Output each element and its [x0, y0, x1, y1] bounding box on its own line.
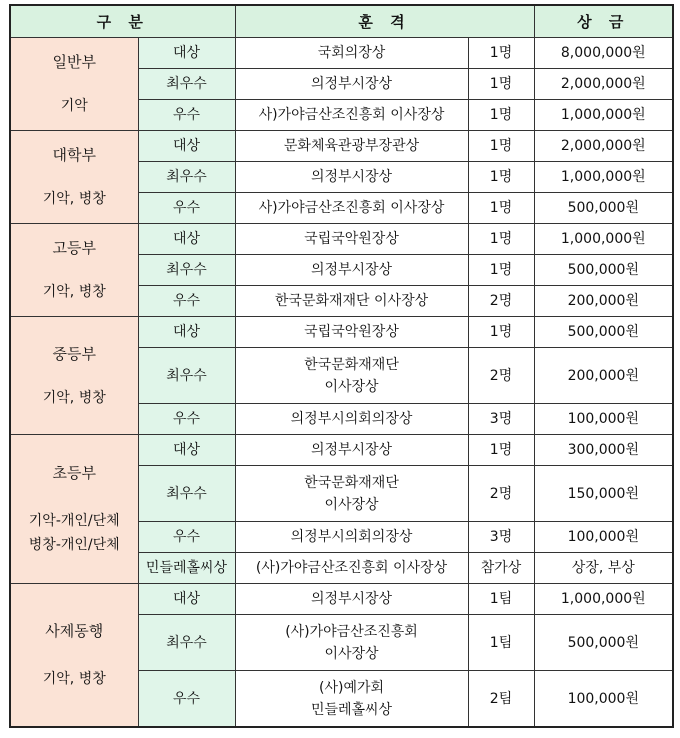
prize-cell: 100,000원: [534, 404, 673, 435]
group-name: 대학부: [52, 146, 96, 164]
group-cell-general: [10, 38, 138, 131]
group-cell-highschool: [10, 224, 138, 317]
honor-line: 이사장상: [324, 496, 379, 513]
count-cell: 1명: [468, 131, 534, 162]
honor-cell: 국회의장상: [235, 38, 468, 69]
table-row: [10, 584, 673, 615]
count-cell: 1명: [468, 224, 534, 255]
honor-cell: 문화체육관광부장관상: [235, 131, 468, 162]
award-level: 우수: [138, 193, 235, 224]
count-cell: 1팀: [468, 584, 534, 615]
count-cell: 2명: [468, 348, 534, 404]
count-cell: 1명: [468, 69, 534, 100]
award-table: [9, 4, 674, 728]
prize-cell: 200,000원: [534, 286, 673, 317]
count-cell: 1명: [468, 435, 534, 466]
count-cell: 1팀: [468, 615, 534, 671]
honor-cell: (사)가야금산조진흥회 이사장상: [235, 553, 468, 584]
group-sub: 기악: [60, 98, 88, 114]
award-table-container: [9, 4, 672, 728]
award-table-body: [10, 38, 673, 728]
honor-line: 이사장상: [324, 645, 379, 662]
group-name: 고등부: [52, 239, 96, 257]
honor-cell: 의정부시의회의장상: [235, 404, 468, 435]
honor-cell: 사)가야금산조진흥회 이사장상: [235, 100, 468, 131]
honor-line: 이사장상: [324, 378, 379, 395]
group-cell-elementary: [10, 435, 138, 584]
prize-cell: 500,000원: [534, 255, 673, 286]
prize-cell: 2,000,000원: [534, 69, 673, 100]
award-level: 대상: [138, 317, 235, 348]
honor-cell: [235, 348, 468, 404]
prize-cell: 100,000원: [534, 522, 673, 553]
honor-cell: 사)가야금산조진흥회 이사장상: [235, 193, 468, 224]
group-cell-university: [10, 131, 138, 224]
honor-cell: 의정부시의회의장상: [235, 522, 468, 553]
honor-line: (사)가야금산조진흥회: [285, 623, 418, 640]
prize-cell: 150,000원: [534, 466, 673, 522]
count-cell: 1명: [468, 100, 534, 131]
header-category: 구 분: [10, 5, 235, 38]
award-level: 우수: [138, 522, 235, 553]
award-level: 최우수: [138, 162, 235, 193]
group-name: 일반부: [52, 53, 96, 71]
group-name: 중등부: [52, 344, 96, 363]
prize-cell: 8,000,000원: [534, 38, 673, 69]
award-level: 대상: [138, 131, 235, 162]
award-level: 대상: [138, 38, 235, 69]
count-cell: 2팀: [468, 671, 534, 728]
award-level: 우수: [138, 286, 235, 317]
prize-cell: 상장, 부상: [534, 553, 673, 584]
group-sub: 기악, 병창: [42, 191, 106, 207]
prize-cell: 1,000,000원: [534, 584, 673, 615]
prize-cell: 500,000원: [534, 317, 673, 348]
count-cell: 3명: [468, 522, 534, 553]
header-row: [10, 5, 673, 38]
group-sub: 기악, 병창: [42, 284, 106, 300]
group-name: 사제동행: [45, 622, 104, 640]
table-row: [10, 224, 673, 255]
honor-cell: [235, 466, 468, 522]
table-row: [10, 317, 673, 348]
award-level: 최우수: [138, 466, 235, 522]
honor-cell: 의정부시장상: [235, 255, 468, 286]
prize-cell: 1,000,000원: [534, 100, 673, 131]
award-level: 대상: [138, 224, 235, 255]
group-sub: 병창-개인/단체: [28, 537, 120, 553]
honor-cell: 국립국악원장상: [235, 224, 468, 255]
honor-cell: 의정부시장상: [235, 69, 468, 100]
group-sub: 기악, 병창: [42, 671, 106, 687]
table-row: [10, 38, 673, 69]
honor-line: (사)예가회: [319, 679, 385, 696]
table-row: [10, 435, 673, 466]
header-honor: 훈 격: [235, 5, 534, 38]
honor-cell: 의정부시장상: [235, 435, 468, 466]
award-level: 최우수: [138, 69, 235, 100]
group-cell-teacher-student: [10, 584, 138, 728]
award-level: 대상: [138, 584, 235, 615]
honor-cell: [235, 615, 468, 671]
prize-cell: 100,000원: [534, 671, 673, 728]
count-cell: 1명: [468, 38, 534, 69]
group-cell-middleschool: [10, 317, 138, 435]
group-sub: 기악, 병창: [42, 389, 106, 406]
prize-cell: 500,000원: [534, 193, 673, 224]
award-level: 대상: [138, 435, 235, 466]
honor-line: 민들레홀씨상: [310, 701, 393, 718]
award-level: 우수: [138, 404, 235, 435]
award-level: 최우수: [138, 615, 235, 671]
honor-cell: 국립국악원장상: [235, 317, 468, 348]
table-row: [10, 131, 673, 162]
award-level: 최우수: [138, 255, 235, 286]
prize-cell: 500,000원: [534, 615, 673, 671]
count-cell: 1명: [468, 162, 534, 193]
prize-cell: 300,000원: [534, 435, 673, 466]
count-cell: 1명: [468, 193, 534, 224]
award-level: 우수: [138, 671, 235, 728]
prize-cell: 2,000,000원: [534, 131, 673, 162]
count-cell: 참가상: [468, 553, 534, 584]
honor-cell: 의정부시장상: [235, 584, 468, 615]
honor-line: 한국문화재재단: [304, 474, 399, 491]
award-level: 우수: [138, 100, 235, 131]
award-level: 민들레홀씨상: [138, 553, 235, 584]
honor-cell: [235, 671, 468, 728]
count-cell: 1명: [468, 255, 534, 286]
honor-line: 한국문화재재단: [304, 356, 399, 373]
count-cell: 2명: [468, 466, 534, 522]
header-prize: 상 금: [534, 5, 673, 38]
award-level: 최우수: [138, 348, 235, 404]
honor-cell: 한국문화재재단 이사장상: [235, 286, 468, 317]
count-cell: 2명: [468, 286, 534, 317]
group-name: 초등부: [52, 464, 96, 482]
prize-cell: 200,000원: [534, 348, 673, 404]
count-cell: 3명: [468, 404, 534, 435]
group-sub: 기악-개인/단체: [28, 513, 120, 529]
prize-cell: 1,000,000원: [534, 224, 673, 255]
honor-cell: 의정부시장상: [235, 162, 468, 193]
prize-cell: 1,000,000원: [534, 162, 673, 193]
count-cell: 1명: [468, 317, 534, 348]
